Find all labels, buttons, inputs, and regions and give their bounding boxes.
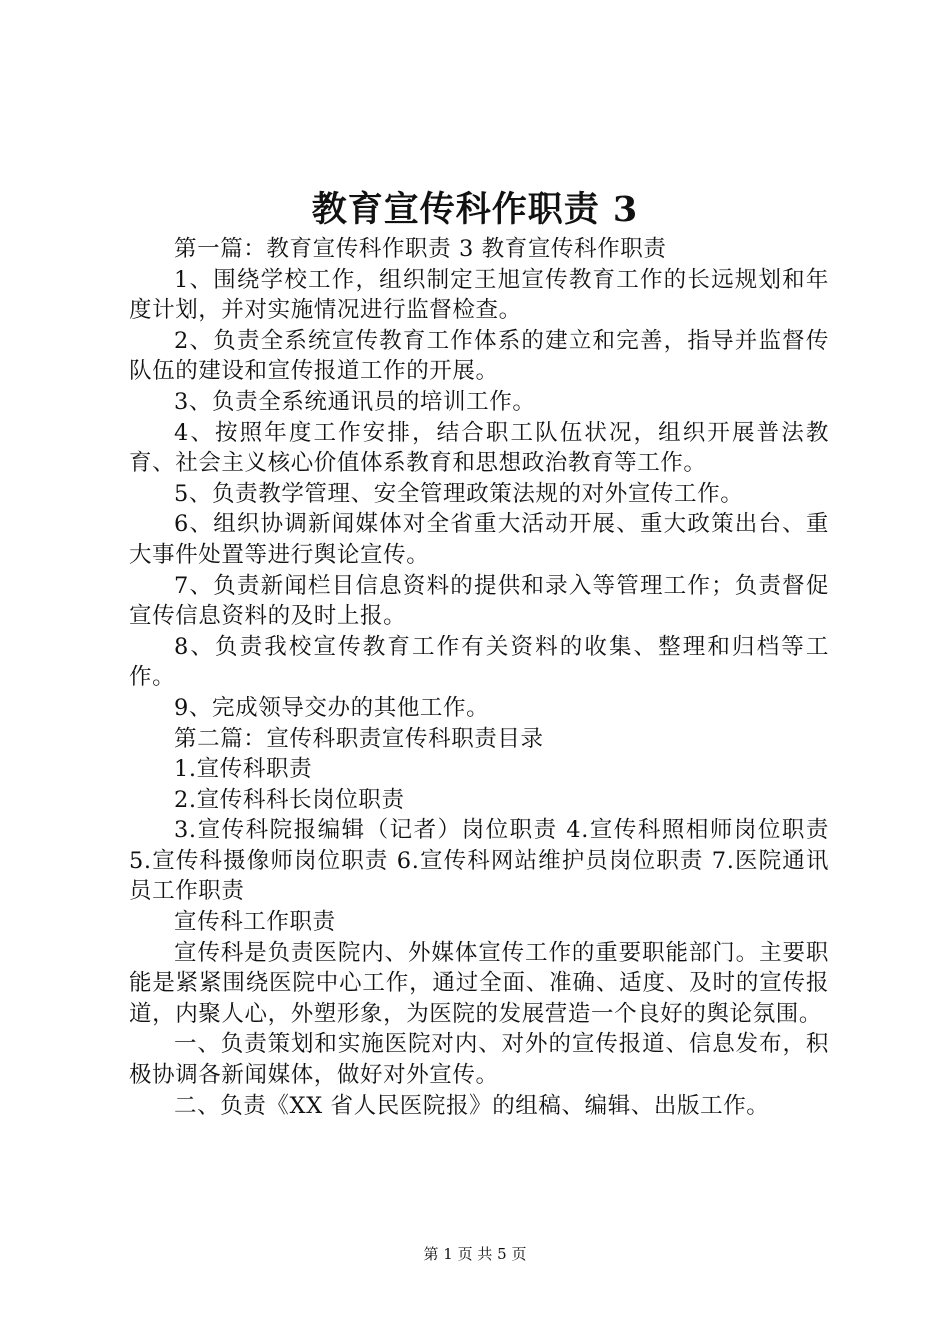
paragraph: 7、负责新闻栏目信息资料的提供和录入等管理工作；负责督促宣传信息资料的及时上报。 — [129, 572, 829, 630]
paragraph: 宣传科是负责医院内、外媒体宣传工作的重要职能部门。主要职能是紧紧围绕医院中心工作，通过全面、准确、适度、及时的宣传报道，内聚人心，外塑形象，为医院的发展营造一个良好的舆论氛围。 — [129, 939, 829, 1027]
paragraph: 3、负责全系统通讯员的培训工作。 — [174, 388, 536, 415]
paragraph: 4、按照年度工作安排，结合职工队伍状况，组织开展普法教育、社会主义核心价值体系教育和思想政治教育等工作。 — [129, 419, 829, 477]
paragraph: 1.宣传科职责 — [174, 756, 313, 783]
paragraph: 1、围绕学校工作，组织制定王旭宣传教育工作的长远规划和年度计划，并对实施情况进行监督检查。 — [129, 266, 829, 324]
paragraph: 一、负责策划和实施医院对内、对外的宣传报道、信息发布，积极协调各新闻媒体，做好对外宣传。 — [129, 1031, 829, 1089]
paragraph: 9、完成领导交办的其他工作。 — [174, 694, 490, 721]
document-body — [129, 234, 829, 1121]
paragraph: 8、负责我校宣传教育工作有关资料的收集、整理和归档等工作。 — [129, 633, 829, 691]
paragraph: 6、组织协调新闻媒体对全省重大活动开展、重大政策出台、重大事件处置等进行舆论宣传。 — [129, 511, 829, 568]
paragraph: 宣传科工作职责 — [174, 909, 336, 936]
page-footer: 第 1 页 共 5 页 — [423, 1245, 527, 1263]
section-heading: 第二篇：宣传科职责宣传科职责目录 — [174, 725, 544, 752]
paragraph: 第一篇：教育宣传科作职责 3 教育宣传科作职责 — [174, 236, 667, 262]
paragraph: 二、负责《XX 省人民医院报》的组稿、编辑、出版工作。 — [174, 1092, 770, 1119]
paragraph: 2.宣传科科长岗位职责 — [174, 786, 405, 813]
paragraph: 5、负责教学管理、安全管理政策法规的对外宣传工作。 — [174, 480, 744, 507]
paragraph: 3.宣传科院报编辑（记者）岗位职责 4.宣传科照相师岗位职责 5.宣传科摄像师岗位职责 6.宣传科网站维护员岗位职责 7.医院通讯员工作职责 — [129, 817, 829, 905]
document-title: 教育宣传科作职责 3 — [311, 189, 639, 230]
paragraph: 2、负责全系统宣传教育工作体系的建立和完善，指导并监督传队伍的建设和宣传报道工作的开展。 — [129, 327, 829, 385]
